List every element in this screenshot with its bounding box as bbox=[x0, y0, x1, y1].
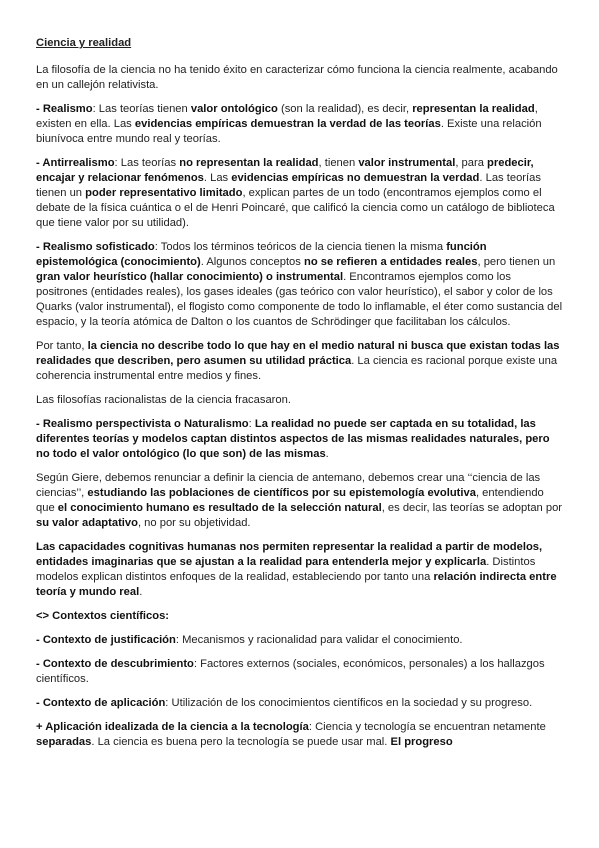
text: : Mecanismos y racionalidad para validar el conocimiento. bbox=[175, 634, 463, 646]
paragraph bbox=[36, 240, 565, 330]
bold-text: su valor adaptativo bbox=[36, 517, 138, 529]
text: . bbox=[325, 448, 329, 460]
bold-text: - Antirrealismo bbox=[36, 157, 115, 169]
paragraph bbox=[36, 102, 565, 147]
text: , tienen bbox=[318, 157, 359, 169]
bold-text: poder representativo limitado bbox=[85, 187, 243, 199]
text: , entendiendo que bbox=[36, 487, 544, 514]
text: La filosofía de la ciencia no ha tenido éxito en caracterizar cómo funciona la ciencia realmente, acabando en un callejón relativista. bbox=[36, 64, 558, 91]
bold-text: relación indirecta entre teoría y mundo real bbox=[36, 571, 557, 598]
bold-text: + Aplicación idealizada de la ciencia a la tecnología bbox=[36, 721, 309, 733]
text: . Las bbox=[203, 172, 232, 184]
paragraph bbox=[36, 657, 565, 687]
bold-text: predecir, encajar y relacionar fenómenos bbox=[36, 157, 534, 184]
text: : Las teorías tienen bbox=[92, 103, 191, 115]
text: , para bbox=[455, 157, 488, 169]
paragraph bbox=[36, 393, 565, 408]
bold-text: gran valor heurístico (hallar conocimiento) o instrumental bbox=[36, 271, 344, 283]
bold-text: evidencias empíricas demuestran la verdad de las teorías bbox=[134, 118, 441, 130]
text: . Existe una relación biunívoca entre mundo real y teorías. bbox=[36, 118, 542, 145]
bold-text: evidencias empíricas no demuestran la verdad bbox=[231, 172, 480, 184]
text: . La ciencia es racional porque existe una coherencia instrumental entre medios y fines. bbox=[36, 355, 558, 382]
document-body bbox=[36, 63, 565, 750]
bold-text: no representan la realidad bbox=[179, 157, 319, 169]
text: , es decir, las teorías se adoptan por bbox=[381, 502, 563, 514]
bold-text: separadas bbox=[36, 736, 92, 748]
text: : Utilización de los conocimientos científicos en la sociedad y su progreso. bbox=[165, 697, 533, 709]
text: , no por su objetividad. bbox=[137, 517, 251, 529]
bold-text: La realidad no puede ser captada en su totalidad, las diferentes teorías y modelos captan distintos aspectos de las mismas realidades naturales, pero no todo el valor ontológico (lo que son) de las mismas bbox=[36, 418, 550, 460]
text: . La ciencia es buena pero la tecnología se puede usar mal. bbox=[91, 736, 391, 748]
paragraph bbox=[36, 609, 565, 624]
bold-text: El progreso bbox=[390, 736, 453, 748]
text: : Factores externos (sociales, económicos, personales) a los hallazgos científicos. bbox=[36, 658, 545, 685]
bold-text: - Contexto de aplicación bbox=[36, 697, 166, 709]
text: : bbox=[248, 418, 255, 430]
bold-text: valor ontológico bbox=[190, 103, 278, 115]
text: : Todos los términos teóricos de la ciencia tienen la misma bbox=[154, 241, 447, 253]
bold-text: valor instrumental bbox=[358, 157, 456, 169]
text: . Las teorías tienen un bbox=[36, 172, 541, 199]
text: Según Giere, debemos renunciar a definir la ciencia de antemano, debemos crear una ‘‘ciencia de las ciencias’’, bbox=[36, 472, 541, 499]
document-title: Ciencia y realidad bbox=[36, 37, 132, 49]
paragraph bbox=[36, 696, 565, 711]
text: : Las teorías bbox=[114, 157, 180, 169]
bold-text: estudiando las poblaciones de científicos por su epistemología evolutiva bbox=[87, 487, 476, 499]
text: (son la realidad), es decir, bbox=[277, 103, 413, 115]
text: . bbox=[139, 586, 143, 598]
bold-text: <> Contextos científicos: bbox=[36, 610, 170, 622]
bold-text: Las capacidades cognitivas humanas nos permiten representar la realidad a partir de modelos, entidades imaginarias que se ajustan a la realidad para entenderla mejor y explicarla bbox=[36, 541, 543, 568]
paragraph bbox=[36, 63, 565, 93]
text: Las filosofías racionalistas de la ciencia fracasaron. bbox=[36, 394, 291, 406]
bold-text: - Realismo perspectivista o Naturalismo bbox=[36, 418, 249, 430]
bold-text: - Realismo sofisticado bbox=[36, 241, 155, 253]
paragraph bbox=[36, 471, 565, 531]
paragraph bbox=[36, 339, 565, 384]
bold-text: no se refieren a entidades reales bbox=[303, 256, 478, 268]
text: , pero tienen un bbox=[477, 256, 556, 268]
text: , explican partes de un todo (encontramos ejemplos como el debate de la física cuántica o el de Henri Poincaré, que calificó la ciencia como un catálogo de biblioteca que tiene valor por su utilidad). bbox=[36, 187, 555, 229]
bold-text: - Realismo bbox=[36, 103, 93, 115]
bold-text: - Contexto de justificación bbox=[36, 634, 176, 646]
bold-text: la ciencia no describe todo lo que hay en el medio natural ni busca que existan todas las realidades que describen, pero asumen su utilidad práctica bbox=[36, 340, 560, 367]
bold-text: - Contexto de descubrimiento bbox=[36, 658, 194, 670]
text: : Ciencia y tecnología se encuentran netamente bbox=[308, 721, 546, 733]
bold-text: representan la realidad bbox=[412, 103, 535, 115]
paragraph bbox=[36, 417, 565, 462]
paragraph bbox=[36, 633, 565, 648]
paragraph bbox=[36, 720, 565, 750]
text: . Encontramos ejemplos como los positrones (entidades reales), los gases ideales (gas teórico con valor heurístico), el sabor y color de los Quarks (valor instrumental), el flogisto como componente de todo lo inflamable, el éter como sustancia del espacio, y la teoría atómica de Dalton o los cuantos de Schrödinger que facilitaban los cálculos. bbox=[36, 271, 563, 328]
text: . Distintos modelos explican distintos enfoques de la realidad, estableciendo por tanto una bbox=[36, 556, 536, 583]
text: Por tanto, bbox=[36, 340, 88, 352]
paragraph bbox=[36, 540, 565, 600]
paragraph bbox=[36, 156, 565, 231]
text: . Algunos conceptos bbox=[200, 256, 304, 268]
bold-text: el conocimiento humano es resultado de la selección natural bbox=[57, 502, 382, 514]
text: , existen en ella. Las bbox=[36, 103, 538, 130]
bold-text: función epistemológica (conocimiento) bbox=[36, 241, 487, 268]
